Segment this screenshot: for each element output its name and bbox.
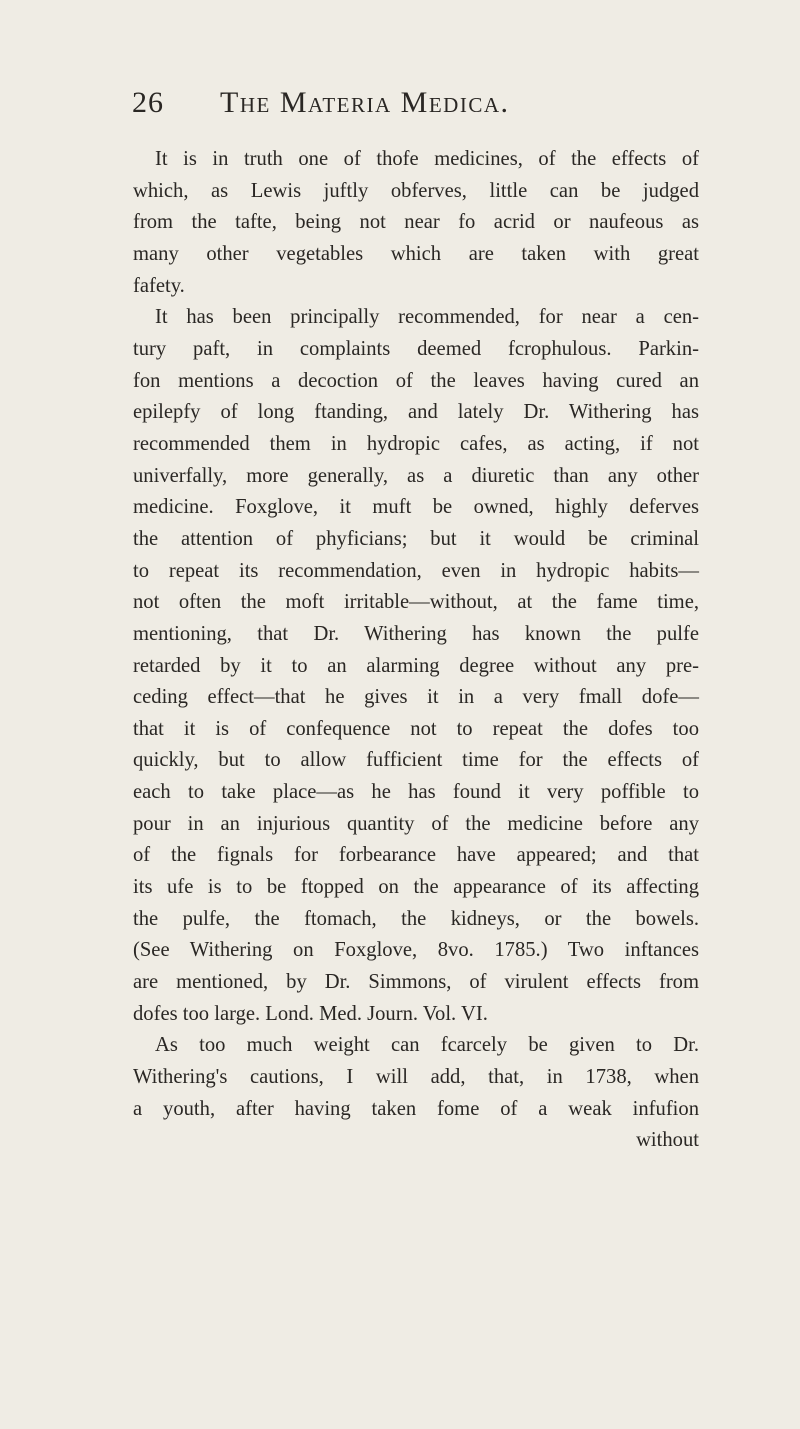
text-line: fon mentions a decoction of the leaves having cured an: [133, 369, 699, 392]
text-line: from the tafte, being not near fo acrid or naufeous as: [133, 211, 699, 234]
text-line: It has been principally recommended, for near a cen-: [155, 306, 699, 329]
text-line: of the fignals for forbearance have appeared; and that: [133, 844, 699, 867]
text-line: univerfally, more generally, as a diuretic than any other: [133, 464, 699, 487]
running-title: The Materia Medica.: [220, 86, 510, 119]
text-line: pour in an injurious quantity of the medicine before any: [133, 812, 699, 835]
text-line: fafety.: [133, 274, 185, 297]
text-line: epilepfy of long ftanding, and lately Dr. Withering has: [133, 401, 699, 424]
running-header: [132, 86, 692, 126]
text-line: recommended them in hydropic cafes, as acting, if not: [133, 432, 699, 455]
text-line: As too much weight can fcarcely be given to Dr.: [155, 1034, 699, 1057]
text-line: mentioning, that Dr. Withering has known the pulfe: [133, 622, 699, 645]
text-line: Withering's cautions, I will add, that, in 1738, when: [133, 1066, 699, 1089]
text-line: quickly, but to allow fufficient time for the effects of: [133, 749, 699, 772]
text-line: dofes too large. Lond. Med. Journ. Vol. VI.: [133, 1002, 488, 1025]
text-line: medicine. Foxglove, it muft be owned, highly deferves: [133, 496, 699, 519]
text-line: ceding effect—that he gives it in a very fmall dofe—: [133, 686, 699, 709]
text-line: not often the moft irritable—without, at the fame time,: [133, 591, 699, 614]
text-line: the attention of phyficians; but it would be criminal: [133, 527, 699, 550]
catchword: without: [636, 1129, 699, 1152]
text-line: each to take place—as he has found it very poffible to: [133, 781, 699, 804]
text-line: the pulfe, the ftomach, the kidneys, or the bowels.: [133, 907, 699, 930]
text-line: to repeat its recommendation, even in hydropic habits—: [133, 559, 699, 582]
text-line: It is in truth one of thofe medicines, of the effects of: [155, 148, 699, 170]
body-text: [133, 144, 699, 1157]
text-line: that it is of confequence not to repeat the dofes too: [133, 717, 699, 740]
text-line: a youth, after having taken fome of a weak infufion: [133, 1097, 699, 1120]
text-line: retarded by it to an alarming degree without any pre-: [133, 654, 699, 677]
text-line: many other vegetables which are taken with great: [133, 242, 699, 265]
text-line: are mentioned, by Dr. Simmons, of virulent effects from: [133, 971, 699, 994]
text-line: (See Withering on Foxglove, 8vo. 1785.) Two inftances: [133, 939, 699, 962]
text-line: tury paft, in complaints deemed fcrophulous. Parkin-: [133, 337, 699, 360]
text-line: which, as Lewis juftly obferves, little can be judged: [133, 179, 699, 202]
page-number: 26: [132, 86, 164, 119]
text-line: its ufe is to be ftopped on the appearance of its affecting: [133, 876, 699, 899]
